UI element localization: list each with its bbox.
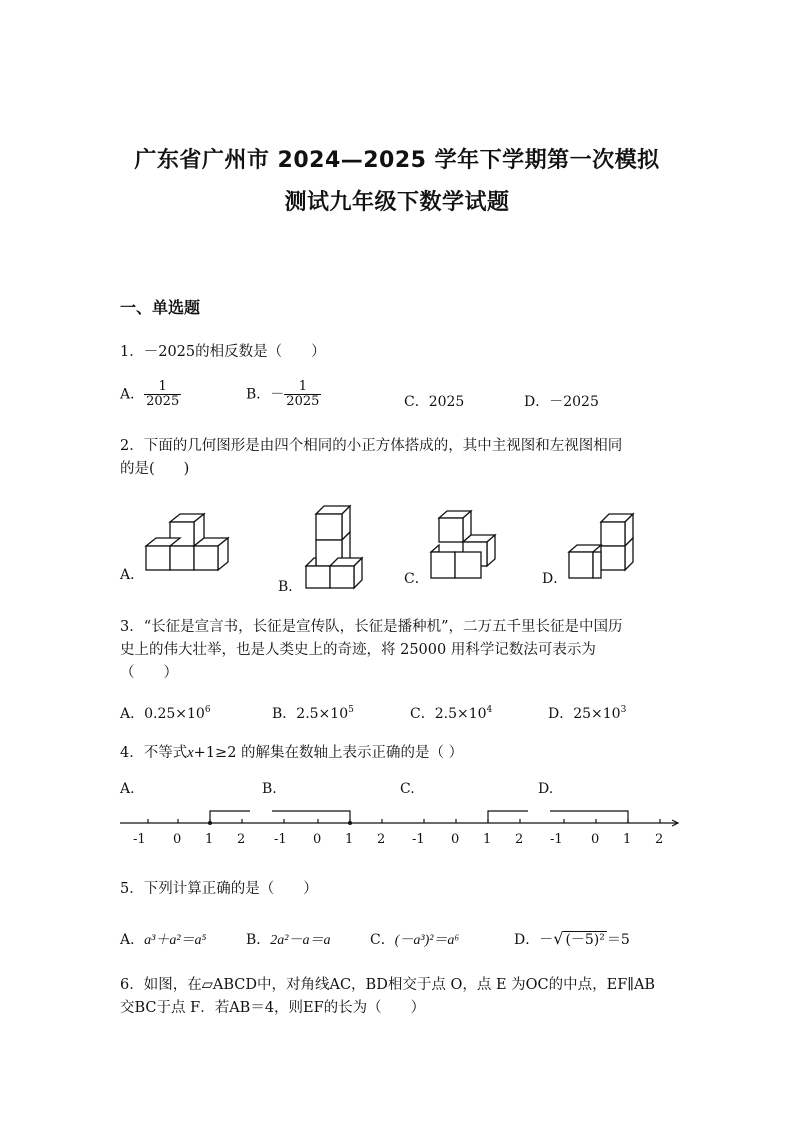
question-6-line-2: 交BC于点 F．若AB＝4，则EF的长为（ ） <box>120 1000 426 1016</box>
stem-suffix: +1≥2 的解集在数轴上表示正确的是（ ） <box>193 745 464 761</box>
number-line-d <box>550 811 663 847</box>
question-1-stem: 1．－2025的相反数是（ ） <box>120 344 326 360</box>
question-1-option-b <box>246 380 321 409</box>
tick-label: 1 <box>205 832 214 847</box>
minus-sign: － <box>270 386 285 403</box>
number-line-b <box>272 811 385 847</box>
cube-figure-b <box>300 500 380 590</box>
question-5-option-c <box>370 929 459 949</box>
question-5-option-b <box>246 929 331 949</box>
question-2-line-1: 2．下面的几何图形是由四个相同的小正方体搭成的，其中主视图和左视图相同 <box>120 438 623 454</box>
question-5-option-d <box>514 929 630 949</box>
question-4-stem <box>120 742 463 765</box>
question-4-option-a-label: A. <box>120 781 135 797</box>
tick-label: -1 <box>550 832 563 847</box>
question-2-option-d-label: D． <box>542 571 568 587</box>
question-4-option-d-label: D. <box>538 781 554 797</box>
denominator: 2025 <box>146 394 180 409</box>
cube <box>601 514 633 546</box>
question-3-option-c <box>410 703 492 723</box>
radicand: (－5)² <box>565 932 605 948</box>
question-1-option-d: D．－2025 <box>524 394 599 410</box>
solid-endpoint <box>348 821 352 825</box>
tick-label: 2 <box>515 832 524 847</box>
exponent: 4 <box>486 705 493 715</box>
option-label: A． <box>120 386 145 403</box>
cube <box>439 511 471 542</box>
question-3-option-a <box>120 703 211 723</box>
question-4-option-c-label: C. <box>400 781 415 797</box>
tick-label: 1 <box>345 832 354 847</box>
stem-prefix: 4．不等式 <box>120 745 188 761</box>
tick-label: 1 <box>483 832 492 847</box>
fraction <box>144 380 181 409</box>
option-label: C． <box>370 932 395 948</box>
option-text: A．0.25×10 <box>120 706 205 722</box>
question-1-option-a <box>120 380 181 409</box>
tick-label: 0 <box>313 832 322 847</box>
cube <box>455 552 481 578</box>
fraction <box>284 380 321 409</box>
tick-label: -1 <box>133 832 146 847</box>
option-label: B． <box>246 932 271 948</box>
document-title-line-1: 广东省广州市 2024—2025 学年下学期第一次模拟 <box>134 148 660 173</box>
exponent: 5 <box>348 705 354 715</box>
tick-label: 0 <box>591 832 600 847</box>
question-5-option-a <box>120 929 206 949</box>
cube-figure-c <box>425 508 515 583</box>
minus-sign: － <box>539 932 554 948</box>
number-line-c <box>412 811 528 847</box>
exponent: 6 <box>204 705 211 715</box>
cube <box>194 538 228 570</box>
section-heading: 一、单选题 <box>120 298 201 317</box>
cube <box>431 545 455 578</box>
question-5-stem: 5．下列计算正确的是（ ） <box>120 881 318 897</box>
tick-label: 2 <box>237 832 246 847</box>
cube <box>330 558 362 588</box>
solution-bracket <box>210 811 250 823</box>
expression: (－a³)²＝a⁶ <box>394 933 460 948</box>
solution-bracket <box>488 811 528 823</box>
expression: 2a²－a＝a <box>270 933 331 948</box>
cube <box>316 506 350 540</box>
option-text: C．2.5×10 <box>410 706 487 722</box>
tick-label: -1 <box>274 832 287 847</box>
question-6-line-1: 6．如图，在▱ABCD中，对角线AC，BD相交于点 O，点 E 为OC的中点，EF∥AB <box>120 977 656 993</box>
tick-label: -1 <box>412 832 425 847</box>
question-1-option-c: C．2025 <box>404 394 465 410</box>
number-lines <box>118 805 684 850</box>
cube-figure-d <box>565 508 655 583</box>
question-3-option-b <box>272 703 354 723</box>
radical-sign: √ <box>553 929 564 948</box>
question-3-line-3: （ ） <box>120 665 178 681</box>
question-3-line-1: 3．“长征是宣言书，长征是宣传队，长征是播种机”，二万五千里长征是中国历 <box>120 619 623 635</box>
cube <box>170 546 194 570</box>
question-3-option-d <box>548 703 626 723</box>
question-3-line-2: 史上的伟大壮举，也是人类史上的奇迹，将 25000 用科学记数法可表示为 <box>120 642 596 658</box>
option-text: B．2.5×10 <box>272 706 349 722</box>
question-2-option-a-label: A． <box>120 567 145 583</box>
option-label: D． <box>514 932 540 948</box>
question-4-option-b-label: B. <box>262 781 277 797</box>
option-text: D．25×10 <box>548 706 621 722</box>
tick-label: 0 <box>451 832 460 847</box>
tick-label: 2 <box>377 832 386 847</box>
solution-bracket <box>550 811 628 823</box>
tick-label: 0 <box>173 832 182 847</box>
equals-value: ＝5 <box>606 932 630 948</box>
solid-endpoint <box>208 821 212 825</box>
cube-figure-a <box>140 510 240 580</box>
variable: x <box>187 745 194 761</box>
tick-label: 1 <box>623 832 632 847</box>
option-label: B． <box>246 386 271 403</box>
question-2-line-2: 的是( ) <box>120 461 190 477</box>
numerator: 1 <box>144 380 181 395</box>
question-2-option-b-label: B． <box>278 579 303 595</box>
expression: a³＋a²＝a⁵ <box>144 933 207 948</box>
document-title-line-2: 测试九年级下数学试题 <box>284 190 510 215</box>
question-2-option-c-label: C． <box>404 571 429 587</box>
option-label: A． <box>120 932 145 948</box>
number-line-a <box>133 811 250 847</box>
tick-label: 2 <box>655 832 664 847</box>
cube <box>593 552 601 578</box>
denominator: 2025 <box>286 394 320 409</box>
numerator: 1 <box>284 380 321 395</box>
exponent: 3 <box>620 705 627 715</box>
